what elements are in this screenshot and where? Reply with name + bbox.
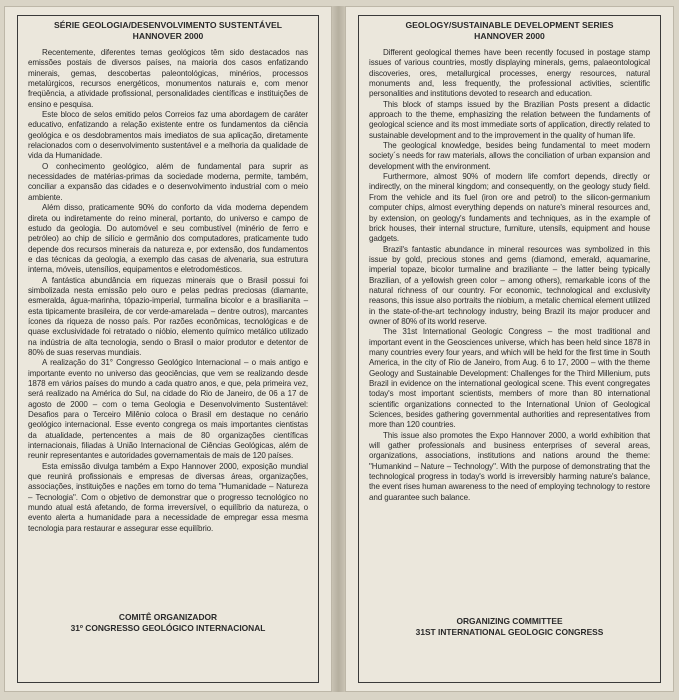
right-paragraph-5: Brazil's fantastic abundance in mineral resources was symbolized in this issue by gold, precious stones and gems (diamond, emerald, aquamarine, imperial topaze, bicolor turmaline and braziliante – the latter being typically Brazilian, of a yellowish green color – among others), remarkable icons of the natural richness of our country. For economic, technological and exclusivity reasons, this issue also portraits the niobium, a metalic chemical element utilized in the state-of-the-art technology industry, being Brazil its major producer and owner of 80% of its world reserve. [369, 244, 650, 326]
left-page-border [17, 15, 319, 683]
right-footer-committee: ORGANIZING COMMITTEE [456, 616, 563, 626]
right-page-english [345, 6, 674, 692]
left-paragraph-2: Este bloco de selos emitido pelos Correios faz uma abordagem de caráter educativo, enfatizando a relação existente entre os fundamentos da ciência geológica e os desdobramentos mais imediatos de sua aplicação, diretamente relacionados com o desenvolvimento sustentável e a melhoria da qualidade de vida da Humanidade. [28, 110, 308, 161]
left-footer-signature [18, 612, 318, 634]
left-page-portuguese [4, 6, 332, 692]
left-footer-congress: 31º CONGRESSO GEOLÓGICO INTERNACIONAL [70, 623, 266, 633]
left-body [28, 48, 308, 534]
right-header-hannover: HANNOVER 2000 [474, 31, 545, 41]
page-gutter [332, 6, 345, 692]
right-header-series: GEOLOGY/SUSTAINABLE DEVELOPMENT SERIES [405, 20, 614, 30]
left-paragraph-4: Além disso, praticamente 90% do conforto da vida moderna dependem direta ou indiretamente do reino mineral, portanto, do universo e campo de estudo da geologia. Do automóvel e seu combustível (minério de ferro e petróleo) ao chip de silício e germânio dos computadores, praticamente tudo depende dos recursos minerais da natureza e, por extensão, dos fundamentos e das técnicas da geologia, a exemplo das casas de alvenaria, sua estrutura interna, móveis, utensílios, equipamentos e eletrodomésticos. [28, 203, 308, 275]
right-paragraph-3: The geological knowledge, besides being fundamental to meet modern society´s needs for raw materials, allows the conciliation of urban expansion and development with the environment. [369, 141, 650, 171]
left-paragraph-7: Esta emissão divulga também a Expo Hannover 2000, exposição mundial que reunirá profissionais e empresas de diversas áreas, organizações, associações, instituições e nações em torno do tema "Humanidade – Natureza – Tecnologia". Com o objetivo de demonstrar que o progresso tecnológico no mundo atual está afetando, de forma irreversível, o equilíbrio da natureza, o evento alerta a humanidade para a necessidade de empregar essa mesma tecnologia para restaurar e assegurar esse equilíbrio. [28, 461, 308, 533]
right-paragraph-1: Different geological themes have been recently focused in postage stamp issues of various countries, mostly displaying minerals, gems, palaeontological discoveries, ores, metallurgical processes, energy resources, natural monuments and, less frequently, the professional activities, scientific personalities and institutions devoted to research and education. [369, 48, 650, 99]
right-header [369, 20, 650, 42]
left-paragraph-3: O conhecimento geológico, além de fundamental para suprir as necessidades de matérias-primas da sociedade moderna, permite, também, conciliar a expansão das cidades e o desenvolvimento industrial com o meio ambiente. [28, 161, 308, 202]
left-header-series: SÉRIE GEOLOGIA/DESENVOLVIMENTO SUSTENTÁVEL [54, 20, 282, 30]
left-paragraph-1: Recentemente, diferentes temas geológicos têm sido destacados nas emissões postais de diversos países, na maioria dos casos enfatizando minerais, gemas, descobertas paleontológicas, minérios, processos metalúrgicos, recursos energéticos, monumentos naturais e, com menor freqüência, a atividade profissional, personalidades científicas e instituições de ensino e pesquisa. [28, 48, 308, 109]
left-header [28, 20, 308, 42]
left-paragraph-6: A realização do 31° Congresso Geológico Internacional – o mais antigo e importante evento no universo das geociências, que vem se realizando desde 1878 em vários países do mundo a cada quatro anos, e que, pela primeira vez, será realizado na América do Sul, na cidade do Rio de Janeiro, de 06 a 17 de agosto de 2000 – com o tema Geologia e Desenvolvimento Sustentável: Desafios para o Terceiro Milênio coloca o Brasil em destaque no cenário geológico internacional. Esse evento congrega os mais importantes cientistas da atualidade, pertencentes a mais de 80 organizações científicas internacionais, filiadas à União Internacional de Ciências Geológicas, além de reunir representantes e autoridades governamentais de mais de 120 países. [28, 358, 308, 461]
left-paragraph-5: A fantástica abundância em riquezas minerais que o Brasil possui foi simbolizada nesta emissão pelo ouro e pelas pedras preciosas (diamante, esmeralda, água-marinha, tópazio-imperial, turmalina bicolor e a brasilianita – esta tipicamente brasileira, de cor verde-amarelada – dentre outros), marcantes ícones da riqueza de nosso país. Por razões econômicas, tecnológicas e de quase exclusividade foi retratado o nióbio, elemento químico metálico utilizado na indústria de alta tecnologia, sendo o Brasil o maior produtor e detentor de 80% de suas reservas mundiais. [28, 275, 308, 357]
left-footer-committee: COMITÊ ORGANIZADOR [118, 612, 218, 622]
right-paragraph-4: Furthermore, almost 90% of modern life comfort depends, directly or indirectly, on the mineral kingdom; and consequently, on the geology study field. From the vehicle and its fuel (iron ore and petrol) to the silicon-germanium computer chips, almost everything depends on nature's mineral resources and, by extension, on geology's fundaments and techniques, as in the example of brick houses, their internal structure, furniture, utensils, equipment and house gadgets. [369, 172, 650, 244]
right-paragraph-6: The 31st International Geologic Congress – the most traditional and important event in the Geosciences universe, which has been held since 1878 in many countries every four years, and which will be held for the first time in South America, in the city of Rio de Janeiro, from Aug. 6 to 17, 2000 – with the theme Geology and Sustainable Development: Challenges for the Third Millenium, puts Brazil in evidence on the international geological scene. This event congregates today's most important scientists, members of more than 80 international scientific organizations connected to the International Union of Geological Sciences, besides gathering governmental authorities and representatives from more than 120 countries. [369, 327, 650, 430]
right-page-border [358, 15, 661, 683]
right-paragraph-2: This block of stamps issued by the Brazilian Posts present a didactic approach to the theme, emphasizing the relation between the fundaments of geological science and its most immediate sorts of application, directly related to sustainable development and to the improvement in the quality of human life. [369, 99, 650, 140]
right-footer-congress: 31ST INTERNATIONAL GEOLOGIC CONGRESS [415, 627, 604, 637]
right-paragraph-7: This issue also promotes the Expo Hannover 2000, a world exhibition that will gather professionals and business enterprises of several areas, organizations, associations, institutions and nations around the theme: "Humankind – Nature – Technology". With the purpose of demonstrating that the technological progress in today's world is irreversibly harming nature's balance, the event rises human awareness to the need of employing technology to restore and guarantee such balance. [369, 430, 650, 502]
left-header-hannover: HANNOVER 2000 [132, 31, 204, 41]
right-footer-signature [359, 616, 660, 638]
right-body [369, 48, 650, 503]
